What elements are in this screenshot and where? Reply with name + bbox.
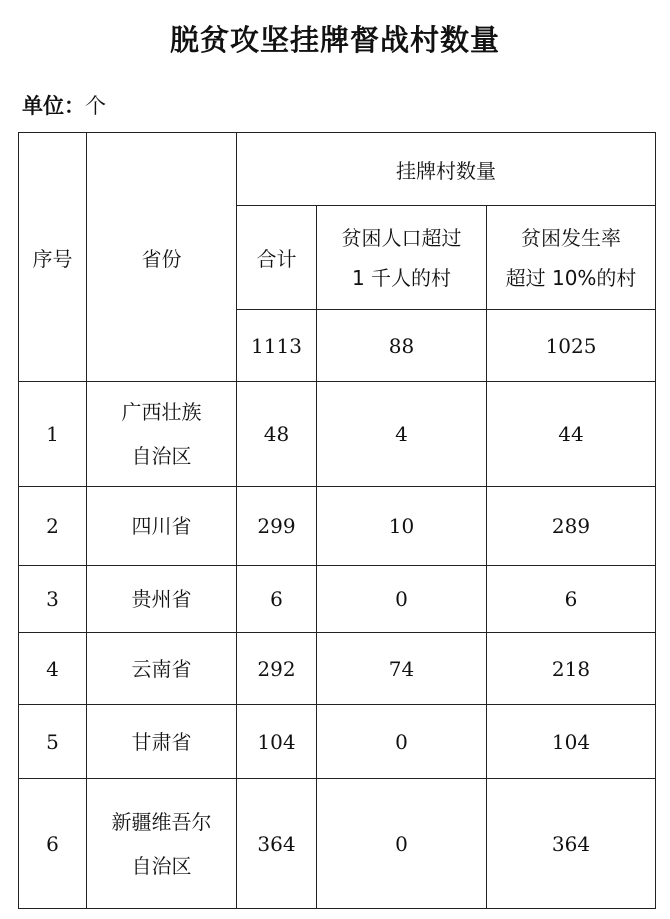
row-pop: 4 [317,382,487,487]
row-seq: 6 [19,779,87,909]
header-seq: 序号 [19,133,87,382]
row-total: 6 [237,566,317,633]
row-total: 104 [237,705,317,779]
header-rate [487,206,656,310]
row-province-line2: 自治区 [131,444,192,468]
table-row [19,487,656,566]
row-pop: 10 [317,487,487,566]
header-rate-line1: 贫困发生率 [521,225,622,250]
row-total: 299 [237,487,317,566]
row-pop: 0 [317,566,487,633]
row-province-line1: 新疆维吾尔 [111,809,212,834]
row-total: 364 [237,779,317,909]
row-province [87,382,237,487]
row-pop: 0 [317,705,487,779]
unit-note [22,90,106,120]
row-province: 四川省 [87,487,237,566]
table-row [19,779,656,909]
row-province-line2: 自治区 [131,853,192,878]
header-total: 合计 [237,206,317,310]
table-row [19,382,656,487]
row-rate: 289 [487,487,656,566]
row-province [87,779,237,909]
row-pop: 74 [317,633,487,705]
totals-pop: 88 [317,310,487,382]
row-rate: 44 [487,382,656,487]
row-seq: 3 [19,566,87,633]
totals-total: 1113 [237,310,317,382]
totals-rate: 1025 [487,310,656,382]
table-row [19,633,656,705]
row-rate: 364 [487,779,656,909]
row-seq: 5 [19,705,87,779]
row-pop: 0 [317,779,487,909]
header-pop [317,206,487,310]
page-title: 脱贫攻坚挂牌督战村数量 [169,23,500,57]
row-seq: 2 [19,487,87,566]
row-total: 292 [237,633,317,705]
row-province: 云南省 [87,633,237,705]
unit-value: 个 [85,94,106,118]
table-row [19,566,656,633]
table-row [19,705,656,779]
header-pop-line2: 1 千人的村 [351,265,452,290]
row-province: 甘肃省 [87,705,237,779]
row-seq: 4 [19,633,87,705]
header-pop-line1: 贫困人口超过 [341,225,462,250]
row-province: 贵州省 [87,566,237,633]
header-group: 挂牌村数量 [237,133,656,206]
row-rate: 218 [487,633,656,705]
row-rate: 6 [487,566,656,633]
row-province-line1: 广西壮族 [121,400,202,424]
village-count-table [18,132,656,909]
row-rate: 104 [487,705,656,779]
header-rate-line2: 超过 10%的村 [505,265,637,290]
header-province: 省份 [87,133,237,382]
row-seq: 1 [19,382,87,487]
unit-label: 单位： [22,94,85,118]
row-total: 48 [237,382,317,487]
